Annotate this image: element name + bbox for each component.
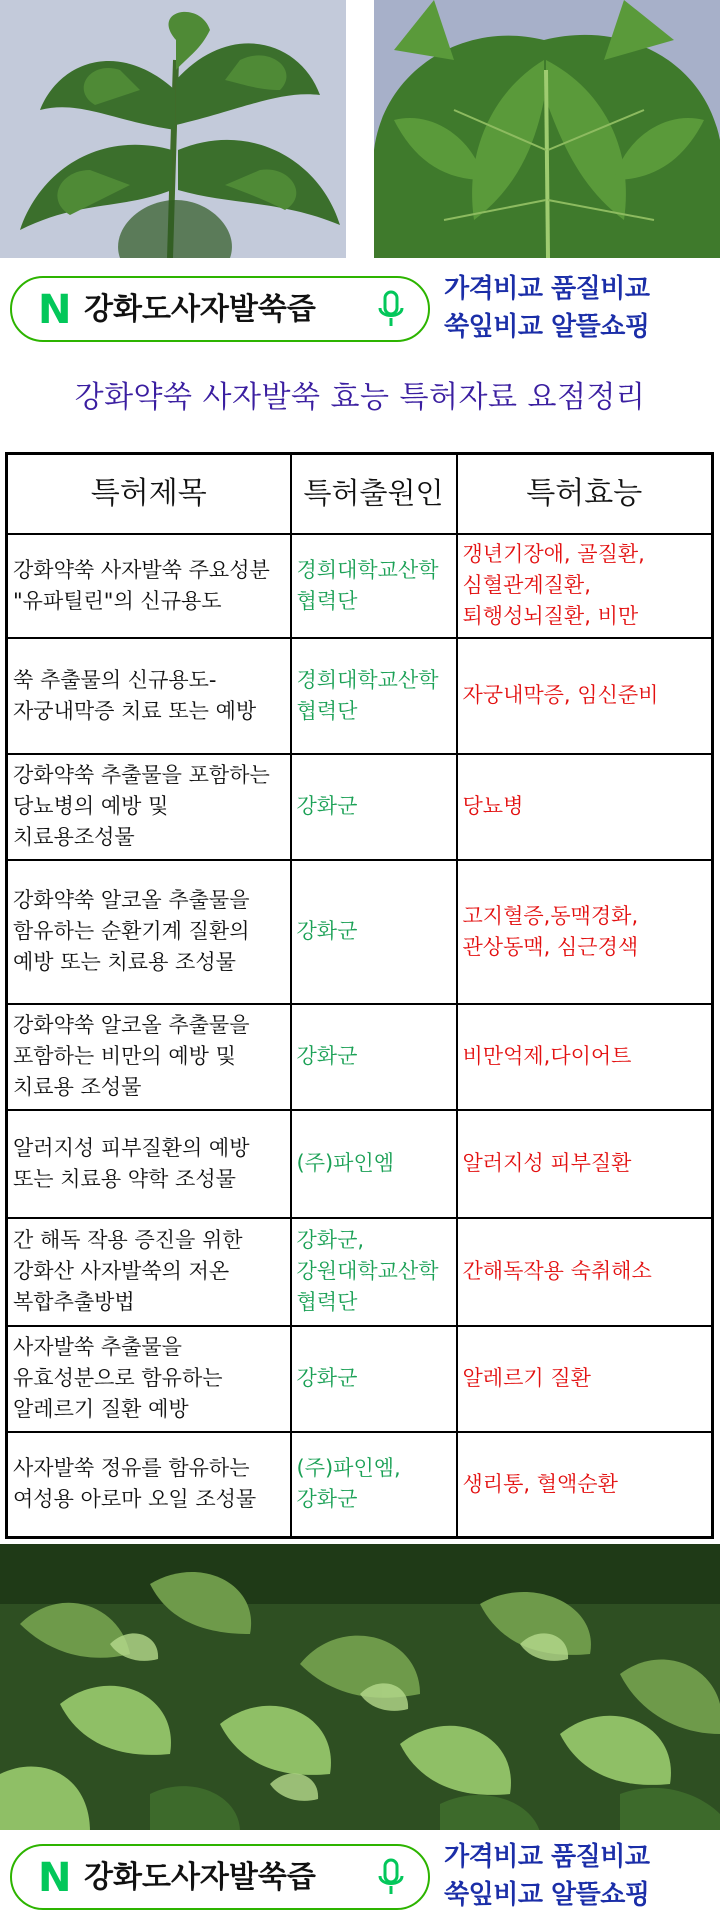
effect-cell: 비만억제,다이어트 [457, 1004, 713, 1110]
applicant-cell: 강화군 [291, 1004, 457, 1110]
applicant-cell: 강화군 [291, 1326, 457, 1432]
patent-title-cell: 강화약쑥 알코올 추출물을 포함하는 비만의 예방 및 치료용 조성물 [7, 1004, 291, 1110]
patent-title-cell: 강화약쑥 알코올 추출물을 함유하는 순환기계 질환의 예방 또는 치료용 조성물 [7, 860, 291, 1004]
mugwort-leaves-image [0, 0, 346, 258]
applicant-cell: 강화군, 강원대학교산학협력단 [291, 1218, 457, 1326]
table-row [7, 860, 713, 1004]
patent-table [5, 452, 714, 1539]
applicant-cell: 강화군 [291, 754, 457, 860]
table-row [7, 1004, 713, 1110]
search-box[interactable] [10, 1844, 430, 1910]
header-patent-title: 특허제목 [7, 454, 291, 534]
effect-cell: 당뇨병 [457, 754, 713, 860]
search-box[interactable] [10, 276, 430, 342]
microphone-icon[interactable] [376, 1858, 406, 1898]
patent-title-cell: 사자발쑥 정유를 함유하는 여성용 아로마 오일 조성물 [7, 1432, 291, 1538]
patent-title-cell: 사자발쑥 추출물을 유효성분으로 함유하는 알레르기 질환 예방 [7, 1326, 291, 1432]
patent-title-cell: 쑥 추출물의 신규용도-자궁내막증 치료 또는 예방 [7, 638, 291, 754]
search-query-text: 강화도사자발쑥즙 [84, 1860, 316, 1895]
table-row [7, 1110, 713, 1218]
search-banner-top [0, 262, 720, 358]
mugwort-leaf-closeup-photo [374, 0, 720, 258]
promo-line-1: 가격비교 품질비교 [444, 274, 650, 304]
applicant-cell: 강화군 [291, 860, 457, 1004]
table-row [7, 754, 713, 860]
promo-line-1: 가격비교 품질비교 [444, 1842, 650, 1872]
applicant-cell: 경희대학교산학협력단 [291, 534, 457, 638]
applicant-cell: 경희대학교산학협력단 [291, 638, 457, 754]
microphone-icon[interactable] [376, 290, 406, 330]
mugwort-leaves-photo [0, 0, 346, 258]
search-query-text: 강화도사자발쑥즙 [84, 292, 316, 327]
effect-cell: 간해독작용 숙취해소 [457, 1218, 713, 1326]
table-header-row [7, 454, 713, 534]
patent-title-cell: 간 해독 작용 증진을 위한 강화산 사자발쑥의 저온 복합추출방법 [7, 1218, 291, 1326]
effect-cell: 갱년기장애, 골질환, 심혈관계질환, 퇴행성뇌질환, 비만 [457, 534, 713, 638]
naver-logo-icon: N [38, 1855, 72, 1901]
top-photo-strip [0, 0, 720, 258]
effect-cell: 알레르기 질환 [457, 1326, 713, 1432]
effect-cell: 생리통, 혈액순환 [457, 1432, 713, 1538]
table-row [7, 1432, 713, 1538]
patent-title-cell: 강화약쑥 사자발쑥 주요성분 "유파틸린"의 신규용도 [7, 534, 291, 638]
search-banner-bottom [0, 1830, 720, 1926]
mugwort-leaf-closeup-image [374, 0, 720, 258]
applicant-cell: (주)파인엠,강화군 [291, 1432, 457, 1538]
naver-logo-icon: N [38, 287, 72, 333]
table-row [7, 1218, 713, 1326]
table-row [7, 638, 713, 754]
promo-text [444, 270, 720, 346]
patent-title-cell: 알러지성 피부질환의 예방 또는 치료용 약학 조성물 [7, 1110, 291, 1218]
promo-text [444, 1838, 720, 1914]
mugwort-field-photo [0, 1544, 720, 1832]
effect-cell: 알러지성 피부질환 [457, 1110, 713, 1218]
mugwort-field-image [0, 1544, 720, 1832]
applicant-cell: (주)파인엠 [291, 1110, 457, 1218]
patent-title-cell: 강화약쑥 추출물을 포함하는 당뇨병의 예방 및 치료용조성물 [7, 754, 291, 860]
promo-line-2: 쑥잎비교 알뜰쇼핑 [444, 1880, 650, 1910]
effect-cell: 자궁내막증, 임신준비 [457, 638, 713, 754]
effect-cell: 고지혈증,동맥경화,관상동맥, 심근경색 [457, 860, 713, 1004]
table-row [7, 534, 713, 638]
header-applicant: 특허출원인 [291, 454, 457, 534]
table-row [7, 1326, 713, 1432]
promo-line-2: 쑥잎비교 알뜰쇼핑 [444, 312, 650, 342]
header-effect: 특허효능 [457, 454, 713, 534]
page-title: 강화약쑥 사자발쑥 효능 특허자료 요점정리 [74, 380, 646, 415]
